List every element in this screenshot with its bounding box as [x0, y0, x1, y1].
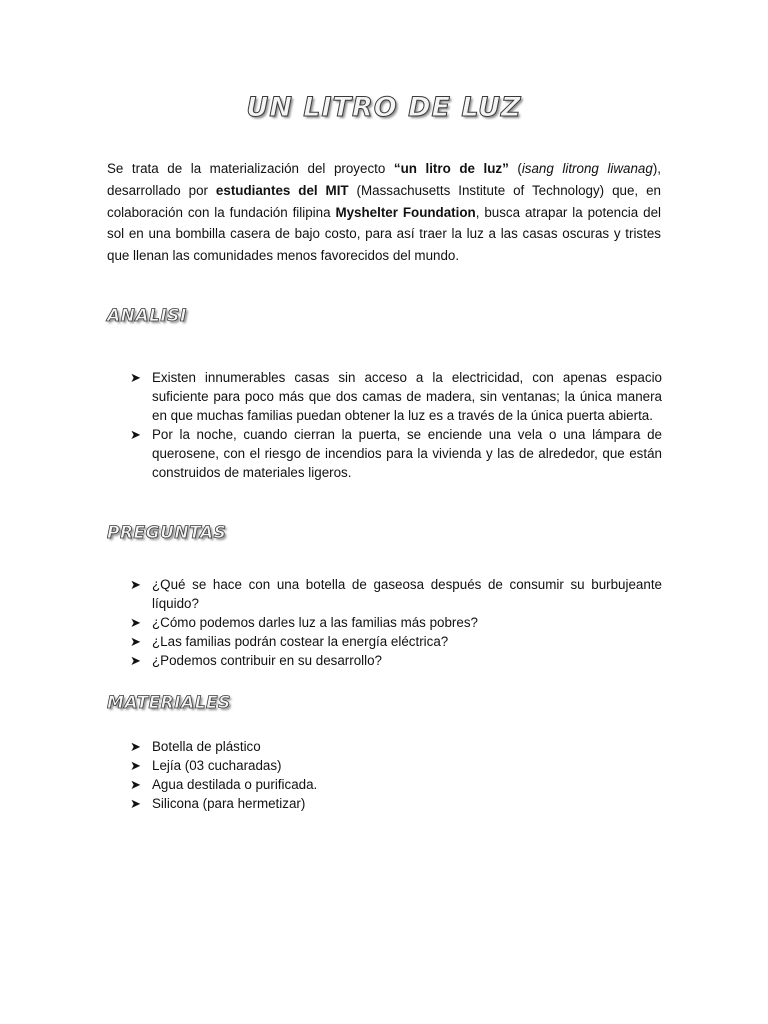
project-name: “un litro de luz”	[393, 161, 509, 176]
preguntas-list	[130, 575, 662, 670]
list-item	[130, 613, 662, 632]
list-item-text: Agua destilada o purificada.	[152, 777, 318, 792]
arrowhead-bullet-icon: ➤	[130, 739, 141, 754]
analisis-list	[130, 368, 662, 482]
list-item	[130, 651, 662, 670]
list-item	[130, 425, 662, 482]
list-item-text: ¿Cómo podemos darles luz a las familias más pobres?	[152, 615, 478, 630]
students-name: estudiantes del MIT	[215, 182, 349, 198]
foundation-name: Myshelter Foundation	[335, 204, 476, 220]
arrowhead-bullet-icon: ➤	[130, 427, 141, 442]
analisis-heading: ANALISI	[107, 306, 187, 326]
page-title: UN LITRO DE LUZ	[246, 92, 522, 123]
list-item-text: Existen innumerables casas sin acceso a la electricidad, con apenas espacio suficiente para poco más que dos camas de madera, sin ventanas; la única manera en que muchas familias puedan obtener la luz es a través de la única puerta abierta.	[152, 370, 662, 423]
materiales-list	[130, 737, 662, 813]
list-item	[130, 737, 662, 756]
list-item-text: ¿Qué se hace con una botella de gaseosa después de consumir su burbujeante líquido?	[152, 577, 662, 611]
arrowhead-bullet-icon: ➤	[130, 577, 141, 592]
list-item	[130, 794, 662, 813]
list-item	[130, 632, 662, 651]
list-item-text: ¿Podemos contribuir en su desarrollo?	[152, 653, 382, 668]
list-item-text: Por la noche, cuando cierran la puerta, se enciende una vela o una lámpara de querosene, con el riesgo de incendios para la vivienda y las de alrededor, que están construidos de materiales ligeros.	[152, 427, 662, 480]
list-item	[130, 575, 662, 613]
preguntas-heading: PREGUNTAS	[107, 523, 227, 543]
arrowhead-bullet-icon: ➤	[130, 653, 141, 668]
project-name-tagalog: isang litrong liwanag	[521, 161, 653, 176]
arrowhead-bullet-icon: ➤	[130, 796, 141, 811]
arrowhead-bullet-icon: ➤	[130, 634, 141, 649]
intro-text-4: (Massachusetts Institute of Technology) que, en colaboración con la fundación filipina	[107, 182, 661, 220]
intro-paragraph	[107, 158, 661, 267]
list-item-text: ¿Las familias podrán costear la energía eléctrica?	[152, 634, 449, 649]
list-item	[130, 775, 662, 794]
arrowhead-bullet-icon: ➤	[130, 777, 141, 792]
intro-text-1: Se trata de la materialización del proyecto	[107, 161, 394, 176]
arrowhead-bullet-icon: ➤	[130, 758, 141, 773]
materiales-heading: MATERIALES	[107, 693, 231, 713]
arrowhead-bullet-icon: ➤	[130, 370, 141, 385]
list-item-text: Botella de plástico	[152, 739, 261, 754]
intro-text-2: (	[508, 161, 522, 176]
arrowhead-bullet-icon: ➤	[130, 615, 141, 630]
list-item-text: Silicona (para hermetizar)	[152, 796, 306, 811]
intro-text-5: , busca atrapar la potencia del sol en una bombilla casera de bajo costo, para así traer la luz a las casas oscuras y tristes que llenan las comunidades menos favorecidos del mundo.	[107, 204, 661, 264]
intro-text-3: ), desarrollado por	[107, 161, 661, 198]
list-item	[130, 756, 662, 775]
list-item-text: Lejía (03 cucharadas)	[152, 758, 282, 773]
list-item	[130, 368, 662, 425]
